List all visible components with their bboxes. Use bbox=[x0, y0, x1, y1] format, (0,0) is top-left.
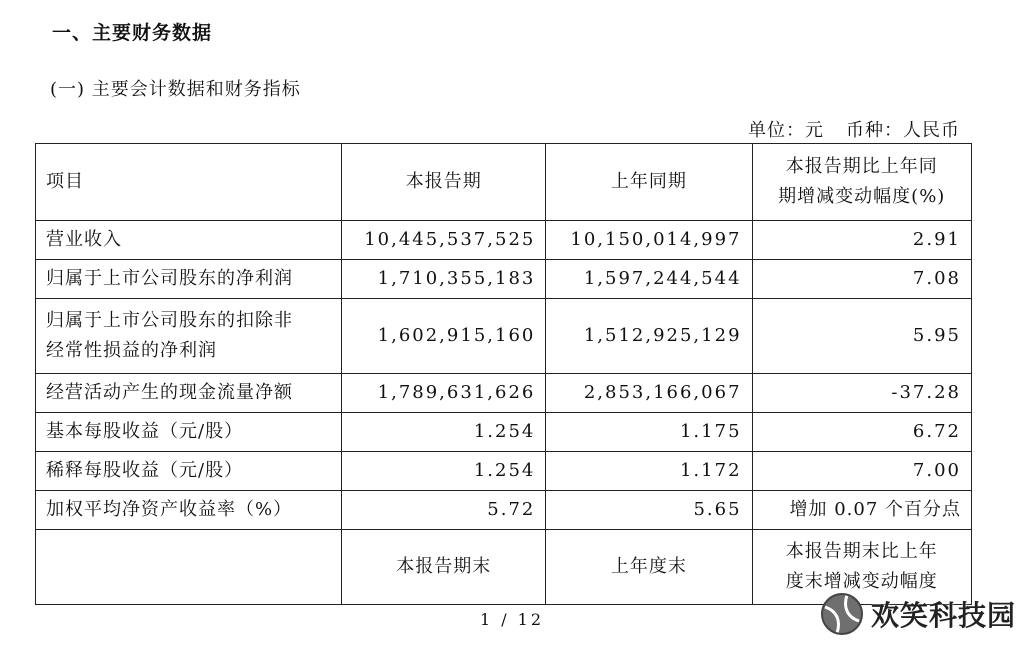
header2-prior: 上年度末 bbox=[546, 530, 752, 605]
header-item: 项目 bbox=[36, 144, 342, 221]
section-title: 一、主要财务数据 bbox=[52, 22, 213, 44]
table-row bbox=[36, 299, 972, 374]
row-current: 1,710,355,183 bbox=[342, 260, 546, 299]
row-prior: 5.65 bbox=[546, 491, 752, 530]
subsection-title: (一) 主要会计数据和财务指标 bbox=[50, 79, 301, 100]
row-item: 基本每股收益（元/股） bbox=[36, 413, 342, 452]
row-current: 1,602,915,160 bbox=[342, 299, 546, 374]
row-item: 归属于上市公司股东的净利润 bbox=[36, 260, 342, 299]
row-item-line1: 归属于上市公司股东的扣除非 bbox=[46, 310, 293, 331]
row-change: 5.95 bbox=[752, 299, 971, 374]
row-change: -37.28 bbox=[752, 374, 971, 413]
row-current: 10,445,537,525 bbox=[342, 221, 546, 260]
row-change: 增加 0.07 个百分点 bbox=[752, 491, 971, 530]
row-current: 1,789,631,626 bbox=[342, 374, 546, 413]
header2-change-line1: 本报告期末比上年 bbox=[785, 541, 938, 562]
tennis-ball-icon bbox=[819, 591, 865, 637]
row-item: 营业收入 bbox=[36, 221, 342, 260]
header-change-line1: 本报告期比上年同 bbox=[785, 156, 938, 177]
row-item: 加权平均净资产收益率（%） bbox=[36, 491, 342, 530]
unit-label: 单位：元 bbox=[748, 120, 824, 141]
row-item: 经营活动产生的现金流量净额 bbox=[36, 374, 342, 413]
table-row bbox=[36, 491, 972, 530]
row-change: 2.91 bbox=[752, 221, 971, 260]
table-row bbox=[36, 221, 972, 260]
row-change: 6.72 bbox=[752, 413, 971, 452]
row-prior: 1,512,925,129 bbox=[546, 299, 752, 374]
header-current: 本报告期 bbox=[342, 144, 546, 221]
row-current: 5.72 bbox=[342, 491, 546, 530]
table-row bbox=[36, 413, 972, 452]
row-prior: 1.172 bbox=[546, 452, 752, 491]
row-prior: 10,150,014,997 bbox=[546, 221, 752, 260]
watermark bbox=[819, 590, 1016, 638]
header2-change-line2: 度末增减变动幅度 bbox=[785, 571, 938, 592]
header2-current: 本报告期末 bbox=[342, 530, 546, 605]
row-current: 1.254 bbox=[342, 452, 546, 491]
row-current: 1.254 bbox=[342, 413, 546, 452]
table-row bbox=[36, 260, 972, 299]
header2-item-empty bbox=[36, 530, 342, 605]
watermark-text: 欢笑科技园 bbox=[870, 599, 1016, 632]
financial-data-table bbox=[35, 143, 972, 605]
currency-label: 币种：人民币 bbox=[846, 120, 960, 141]
row-prior: 2,853,166,067 bbox=[546, 374, 752, 413]
page-number: 1 / 12 bbox=[479, 610, 545, 629]
table-row bbox=[36, 452, 972, 491]
row-item: 稀释每股收益（元/股） bbox=[36, 452, 342, 491]
row-change: 7.00 bbox=[752, 452, 971, 491]
row-item-line2: 经常性损益的净利润 bbox=[46, 340, 217, 361]
unit-currency-note bbox=[748, 116, 960, 142]
row-prior: 1,597,244,544 bbox=[546, 260, 752, 299]
header-change bbox=[752, 144, 971, 221]
table-header-row bbox=[36, 144, 972, 221]
table-row bbox=[36, 374, 972, 413]
header-prior: 上年同期 bbox=[546, 144, 752, 221]
row-item bbox=[36, 299, 342, 374]
row-change: 7.08 bbox=[752, 260, 971, 299]
row-prior: 1.175 bbox=[546, 413, 752, 452]
header-change-line2: 期增减变动幅度(%) bbox=[778, 186, 946, 207]
